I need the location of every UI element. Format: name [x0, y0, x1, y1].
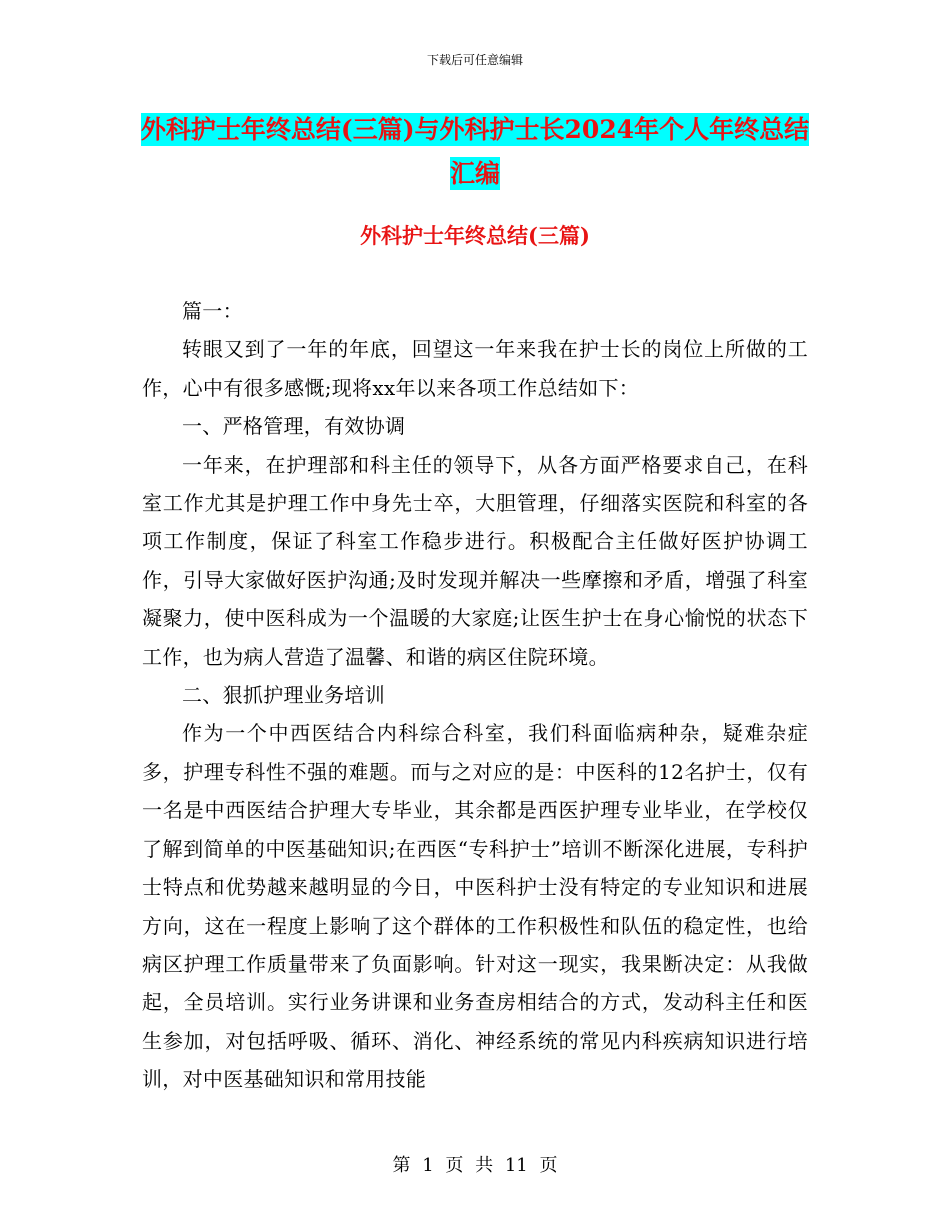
paragraph-training-body: 作为一个中西医结合内科综合科室，我们科面临病种杂，疑难杂症多，护理专科性不强的难题。而与之对应的是：中医科的12名护士，仅有一名是中西医结合护理大专毕业，其余都是西医护理专业毕业，在学校仅了解到简单的中医基础知识;在西医“专科护士”培训不断深化进展，专科护士特点和优势越来越明显的今日，中医科护士没有特定的专业知识和进展方向，这在一程度上影响了这个群体的工作积极性和队伍的稳定性，也给病区护理工作质量带来了负面影响。针对这一现实，我果断决定：从我做起，全员培训。实行业务讲课和业务查房相结合的方式，发动科主任和医生参加，对包括呼吸、循环、消化、神经系统的常见内科疾病知识进行培训，对中医基础知识和常用技能	[142, 721, 808, 1092]
paragraph-management-body: 一年来，在护理部和科主任的领导下，从各方面严格要求自己，在科室工作尤其是护理工作中身先士卒，大胆管理，仔细落实医院和科室的各项工作制度，保证了科室工作稳步进行。积极配合主任做好医护协调工作，引导大家做好医护沟通;及时发现并解决一些摩擦和矛盾，增强了科室凝聚力，使中医科成为一个温暖的大家庭;让医生护士在身心愉悦的状态下工作，也为病人营造了温馨、和谐的病区住院环境。	[142, 452, 808, 669]
document-body	[142, 292, 808, 1099]
document-title-text: 外科护士年终总结(三篇)与外科护士长2024年个人年终总结汇编	[140, 115, 810, 188]
paragraph-part-one-label: 篇一：	[182, 299, 243, 323]
paragraph-intro: 转眼又到了一年的年底，回望这一年来我在护士长的岗位上所做的工作，心中有很多感慨;现将xx年以来各项工作总结如下：	[142, 337, 808, 400]
page-footer: 第 1 页 共 11 页	[392, 1155, 558, 1176]
page-header: 下载后可任意编辑	[426, 53, 523, 67]
paragraph-heading-training: 二、狠抓护理业务培训	[182, 683, 385, 708]
section-title: 外科护士年终总结(三篇)	[360, 223, 590, 248]
document-title	[140, 108, 810, 196]
paragraph-heading-management: 一、严格管理，有效协调	[182, 414, 406, 439]
